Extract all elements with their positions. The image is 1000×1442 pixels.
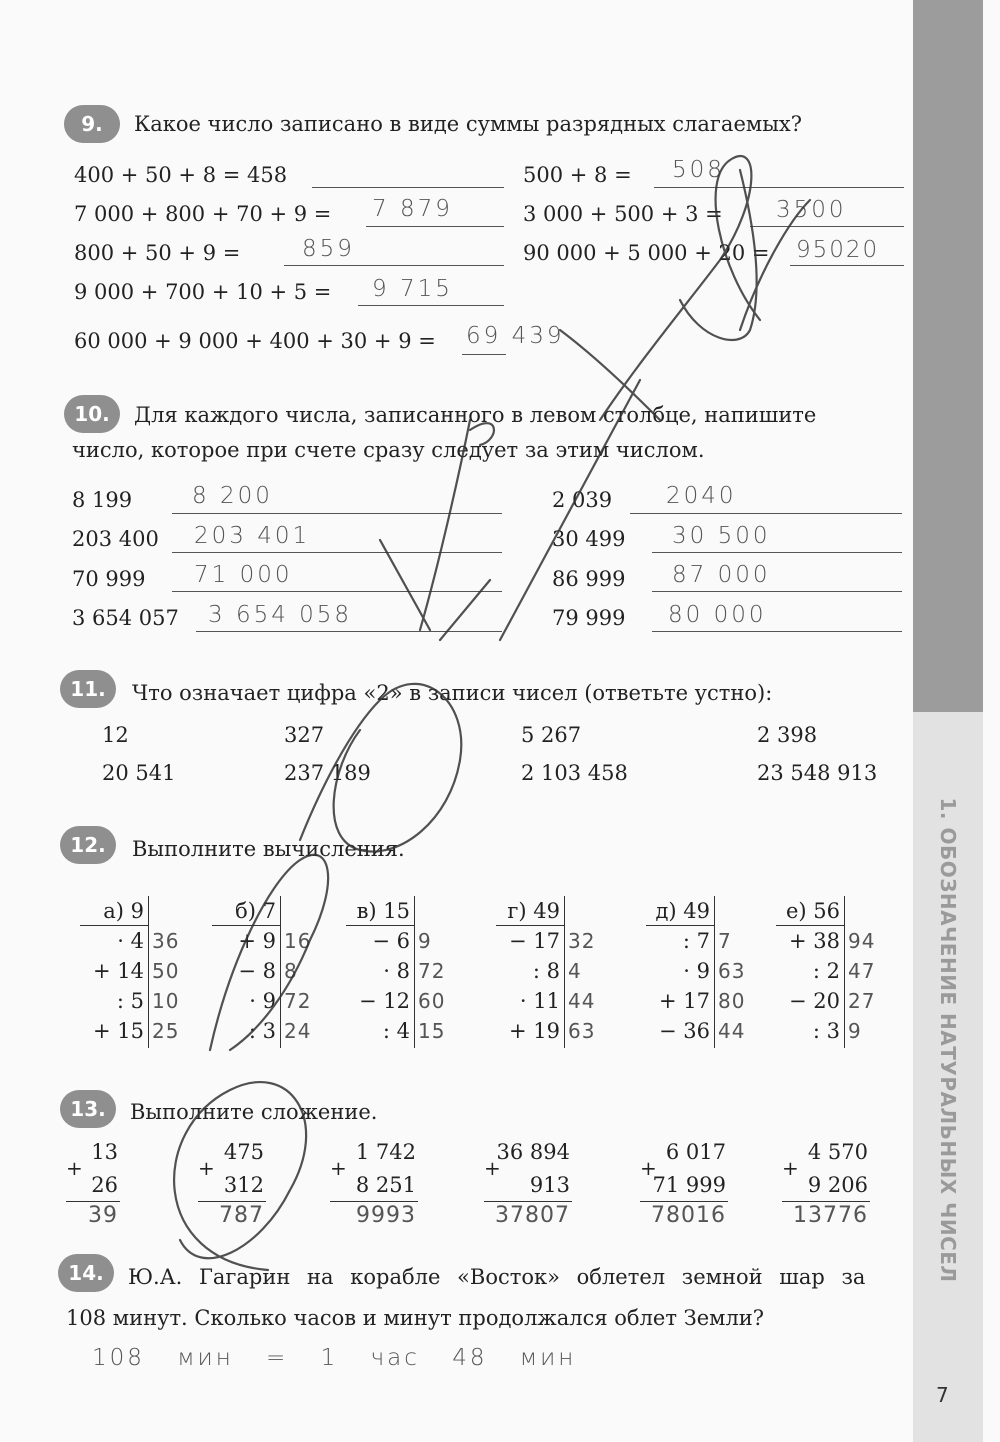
ex10-answer-2: 203 401 — [194, 523, 311, 549]
chain-answer: 63 — [568, 1019, 596, 1043]
chain-answer: 72 — [284, 989, 312, 1013]
answer-line — [652, 552, 902, 553]
chain-operation: : 4 — [382, 1019, 410, 1043]
answer-line — [366, 226, 504, 227]
addend-top: 36 894 — [496, 1140, 570, 1164]
chain-answer: 50 — [152, 959, 180, 983]
chain-answer: 94 — [848, 929, 876, 953]
ex11-number: 237 189 — [284, 761, 371, 785]
chain-divider — [714, 896, 715, 1048]
ex9-expr-3: 800 + 50 + 9 = — [74, 241, 241, 265]
plus-sign: + — [640, 1156, 657, 1180]
page-number: 7 — [936, 1383, 949, 1407]
chain-underline — [346, 925, 414, 926]
ex10-number-6: 30 499 — [552, 527, 626, 551]
addend-bottom: 9 206 — [807, 1173, 868, 1197]
exercise-14-question-line1: Ю.А. Гагарин на корабле «Восток» облетел земной шар за — [128, 1265, 866, 1289]
chain-divider — [844, 896, 845, 1048]
answer-line — [652, 591, 902, 592]
chain-answer: 4 — [568, 959, 582, 983]
chain-answer: 80 — [718, 989, 746, 1013]
addend-bottom: 26 — [91, 1173, 118, 1197]
addend-top: 4 570 — [807, 1140, 868, 1164]
chain-operation: : 8 — [532, 959, 560, 983]
chain-operation: · 8 — [383, 959, 410, 983]
chain-operation: : 3 — [812, 1019, 840, 1043]
chain-operation: − 17 — [509, 929, 560, 953]
ex9-answer-5: 508 — [672, 157, 725, 183]
ex9-answer-2: 7 879 — [372, 196, 453, 222]
chain-start: г) 49 — [507, 899, 560, 923]
ex9-expr-6: 3 000 + 500 + 3 = — [523, 202, 723, 226]
addend-bottom: 913 — [529, 1173, 570, 1197]
chain-operation: · 4 — [117, 929, 144, 953]
ex11-number: 327 — [284, 723, 325, 747]
exercise-10-badge: 10. — [64, 395, 120, 433]
addend-bottom: 71 999 — [652, 1173, 726, 1197]
chain-operation: · 9 — [683, 959, 710, 983]
exercise-11-badge: 11. — [60, 670, 116, 708]
plus-sign: + — [782, 1156, 799, 1180]
chain-underline — [80, 925, 148, 926]
ex9-answer-6: 3500 — [776, 197, 847, 223]
chain-operation: · 11 — [519, 989, 560, 1013]
ex10-number-3: 70 999 — [72, 567, 146, 591]
chain-start: д) 49 — [655, 899, 710, 923]
plus-sign: + — [198, 1156, 215, 1180]
sum-underline — [330, 1201, 418, 1202]
answer-line — [358, 305, 504, 306]
chain-answer: 24 — [284, 1019, 312, 1043]
ex10-number-2: 203 400 — [72, 527, 159, 551]
answer-line — [284, 265, 504, 266]
chain-operation: + 17 — [659, 989, 710, 1013]
plus-sign: + — [330, 1156, 347, 1180]
calc-chain — [776, 896, 876, 1046]
exercise-10-question-line1: Для каждого числа, записанного в левом столбце, напишите — [134, 403, 817, 427]
ex11-number: 23 548 913 — [757, 761, 878, 785]
chain-start: е) 56 — [785, 899, 840, 923]
ex9-answer-8: 69 439 — [466, 323, 565, 349]
ex9-expr-5: 500 + 8 = — [523, 163, 632, 187]
ex10-number-1: 8 199 — [72, 488, 133, 512]
sum-result: 9993 — [356, 1203, 416, 1228]
plus-sign: + — [484, 1156, 501, 1180]
addend-bottom: 312 — [223, 1173, 264, 1197]
ex10-number-7: 86 999 — [552, 567, 626, 591]
chain-operation: − 36 — [659, 1019, 710, 1043]
chain-underline — [646, 925, 714, 926]
answer-line — [652, 631, 902, 632]
ex10-answer-4: 3 654 058 — [208, 602, 353, 628]
ex10-answer-6: 30 500 — [672, 523, 771, 549]
chain-underline — [496, 925, 564, 926]
chain-answer: 44 — [568, 989, 596, 1013]
plus-sign: + — [66, 1156, 83, 1180]
exercise-13-question: Выполните сложение. — [130, 1100, 378, 1124]
chain-operation: : 3 — [248, 1019, 276, 1043]
chain-answer: 36 — [152, 929, 180, 953]
chain-divider — [148, 896, 149, 1048]
calc-chain — [646, 896, 746, 1046]
calc-chain — [80, 896, 180, 1046]
chain-answer: 63 — [718, 959, 746, 983]
sum-underline — [640, 1201, 728, 1202]
chain-answer: 32 — [568, 929, 596, 953]
answer-line — [654, 187, 904, 188]
ex10-number-4: 3 654 057 — [72, 606, 179, 630]
ex14-answer: 108 мин = 1 час 48 мин — [92, 1345, 577, 1371]
ex10-answer-8: 80 000 — [668, 602, 767, 628]
chain-answer: 7 — [718, 929, 732, 953]
answer-line — [312, 187, 504, 188]
chain-answer: 25 — [152, 1019, 180, 1043]
answer-line — [790, 265, 904, 266]
sum-result: 13776 — [793, 1203, 868, 1228]
chain-operation: + 9 — [238, 929, 276, 953]
exercise-13-badge: 13. — [60, 1090, 116, 1128]
ex10-answer-3: 71 000 — [194, 562, 293, 588]
chain-operation: : 7 — [682, 929, 710, 953]
ex11-number: 12 — [102, 723, 129, 747]
ex10-answer-1: 8 200 — [192, 483, 273, 509]
chain-answer: 8 — [284, 959, 298, 983]
sum-underline — [198, 1201, 266, 1202]
ex9-answer-4: 9 715 — [372, 276, 453, 302]
chain-operation: + 14 — [93, 959, 144, 983]
chain-start: б) 7 — [235, 899, 276, 923]
chain-answer: 47 — [848, 959, 876, 983]
addend-top: 1 742 — [355, 1140, 416, 1164]
ex11-number: 20 541 — [102, 761, 176, 785]
chain-operation: : 5 — [116, 989, 144, 1013]
chain-answer: 27 — [848, 989, 876, 1013]
sum-result: 787 — [219, 1203, 264, 1228]
ex10-number-8: 79 999 — [552, 606, 626, 630]
chain-answer: 10 — [152, 989, 180, 1013]
chapter-sidebar-top — [913, 0, 983, 712]
chain-operation: − 20 — [789, 989, 840, 1013]
addend-top: 13 — [91, 1140, 118, 1164]
exercise-14-question-line2: 108 минут. Сколько часов и минут продолжался облет Земли? — [66, 1306, 765, 1330]
chain-underline — [212, 925, 280, 926]
addend-bottom: 8 251 — [355, 1173, 416, 1197]
sum-underline — [66, 1201, 120, 1202]
chain-divider — [280, 896, 281, 1048]
chain-answer: 15 — [418, 1019, 446, 1043]
chain-answer: 72 — [418, 959, 446, 983]
ex9-answer-7: 95020 — [796, 237, 880, 263]
answer-line — [750, 226, 904, 227]
answer-line — [172, 552, 502, 553]
exercise-11-question: Что означает цифра «2» в записи чисел (ответьте устно): — [132, 681, 773, 705]
chain-operation: + 19 — [509, 1019, 560, 1043]
ex10-answer-5: 2040 — [666, 483, 737, 509]
answer-line — [172, 513, 502, 514]
sum-result: 78016 — [651, 1203, 726, 1228]
sum-result: 37807 — [495, 1203, 570, 1228]
calc-chain — [496, 896, 596, 1046]
chain-answer: 9 — [848, 1019, 862, 1043]
chain-divider — [564, 896, 565, 1048]
chain-operation: − 6 — [372, 929, 410, 953]
ex9-expr-1: 400 + 50 + 8 = 458 — [74, 163, 288, 187]
sum-result: 39 — [88, 1203, 118, 1228]
chain-operation: − 8 — [238, 959, 276, 983]
sum-underline — [484, 1201, 572, 1202]
sum-underline — [782, 1201, 870, 1202]
exercise-9-badge: 9. — [64, 105, 120, 143]
exercise-9-question: Какое число записано в виде суммы разрядных слагаемых? — [134, 112, 803, 136]
ex9-expr-2: 7 000 + 800 + 70 + 9 = — [74, 202, 332, 226]
ex11-number: 2 398 — [757, 723, 818, 747]
calc-chain — [346, 896, 446, 1046]
chain-operation: + 15 — [93, 1019, 144, 1043]
chain-answer: 60 — [418, 989, 446, 1013]
ex9-answer-3: 859 — [302, 236, 355, 262]
answer-line — [462, 354, 506, 355]
ex9-expr-7: 90 000 + 5 000 + 20 = — [523, 241, 770, 265]
chain-operation: : 2 — [812, 959, 840, 983]
chain-underline — [776, 925, 844, 926]
addend-top: 6 017 — [665, 1140, 726, 1164]
exercise-12-question: Выполните вычисления. — [132, 837, 405, 861]
answer-line — [196, 631, 502, 632]
chain-start: а) 9 — [103, 899, 144, 923]
chain-operation: + 38 — [789, 929, 840, 953]
chain-start: в) 15 — [356, 899, 410, 923]
chain-operation: − 12 — [359, 989, 410, 1013]
exercise-10-question-line2: число, которое при счете сразу следует за этим числом. — [72, 438, 705, 462]
ex9-expr-4: 9 000 + 700 + 10 + 5 = — [74, 280, 332, 304]
chain-divider — [414, 896, 415, 1048]
chapter-title: 1. ОБОЗНАЧЕНИЕ НАТУРАЛЬНЫХ ЧИСЕЛ — [936, 797, 960, 1283]
ex9-expr-8: 60 000 + 9 000 + 400 + 30 + 9 = — [74, 329, 436, 353]
answer-line — [172, 591, 502, 592]
ex10-number-5: 2 039 — [552, 488, 613, 512]
calc-chain — [212, 896, 312, 1046]
ex10-answer-7: 87 000 — [672, 562, 771, 588]
answer-line — [630, 513, 902, 514]
exercise-12-badge: 12. — [60, 826, 116, 864]
chain-answer: 16 — [284, 929, 312, 953]
ex11-number: 2 103 458 — [521, 761, 628, 785]
exercise-14-badge: 14. — [58, 1254, 114, 1292]
chain-answer: 44 — [718, 1019, 746, 1043]
chain-operation: · 9 — [249, 989, 276, 1013]
chain-answer: 9 — [418, 929, 432, 953]
ex11-number: 5 267 — [521, 723, 582, 747]
addend-top: 475 — [223, 1140, 264, 1164]
